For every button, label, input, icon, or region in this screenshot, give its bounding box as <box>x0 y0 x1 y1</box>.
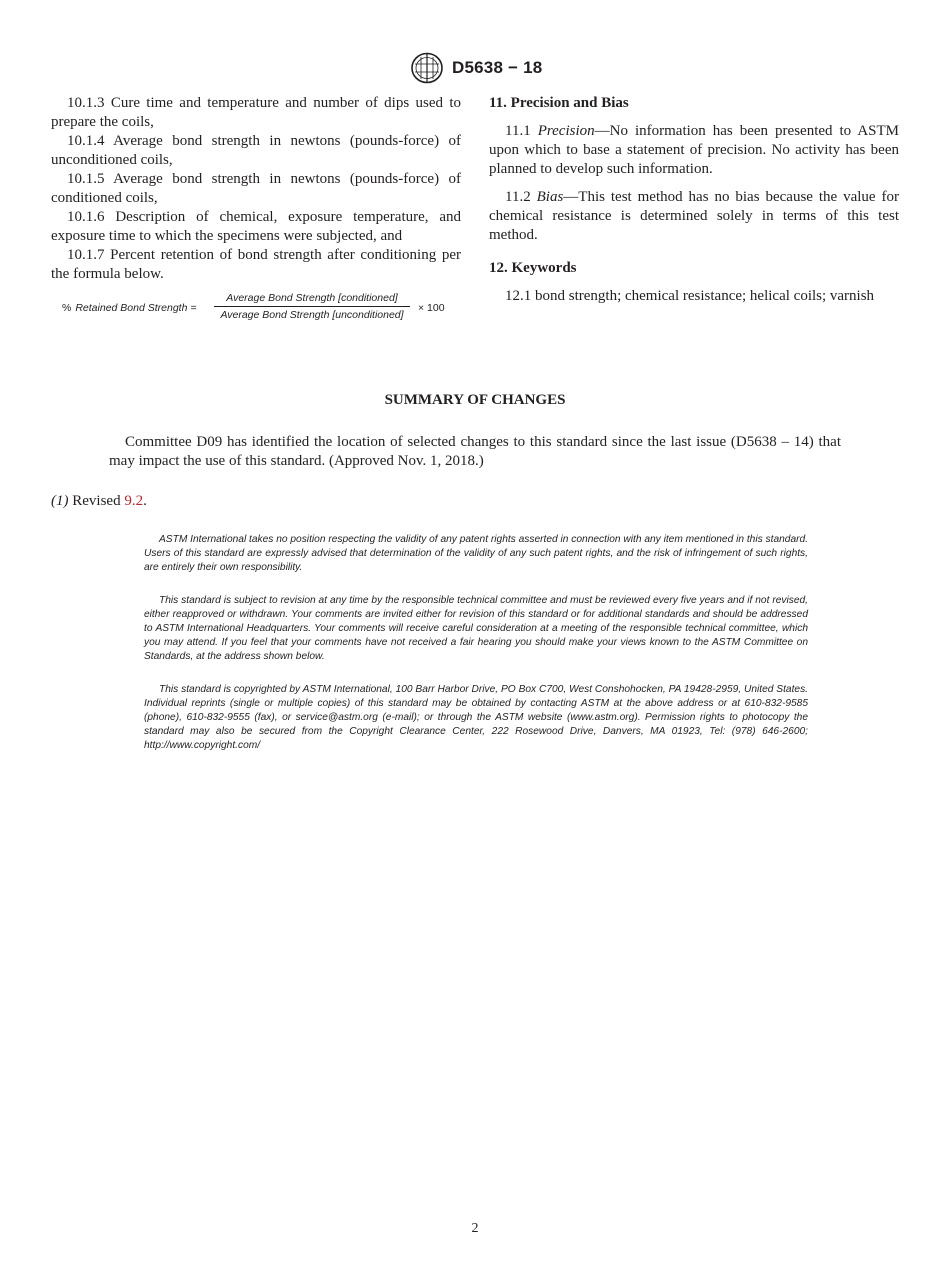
paragraph-10-1-3: 10.1.3 Cure time and temperature and number of dips used to prepare the coils, <box>51 95 461 130</box>
formula-lhs-text: Retained Bond Strength = <box>75 302 197 314</box>
formula-lhs <box>62 302 196 314</box>
astm-logo-icon <box>409 52 445 84</box>
summary-of-changes-body: Committee D09 has identified the location of selected changes to this standard since the last issue (D5638 – 14) that may impact the use of this standard. (Approved Nov. 1, 2018.) <box>109 434 841 469</box>
revision-notice: This standard is subject to revision at any time by the responsible technical committee and must be reviewed every five years and if not revised, either reapproved or withdrawn. Your comments are invited either for revision of this standard or for additional standards and should be addressed to ASTM International Headquarters. Your comments will receive careful consideration at a meeting of the responsible technical committee, which you may attend. If you feel that your comments have not received a fair hearing you should make your views known to the ASTM Committee on Standards, at the address shown below. <box>144 595 808 662</box>
paragraph-10-1-6: 10.1.6 Description of chemical, exposure temperature, and exposure time to which the specimens were subjected, and <box>51 209 461 244</box>
copyright-notice: This standard is copyrighted by ASTM International, 100 Barr Harbor Drive, PO Box C700, West Conshohocken, PA 19428-2959, United States. Individual reprints (single or multiple copies) of this standard may be obtained by contacting ASTM at the above address or at 610-832-9585 (phone), 610-832-9555 (fax), or service@astm.org (e-mail); or through the ASTM website (www.astm.org). Permission rights to photocopy the standard may also be secured from the Copyright Clearance Center, 222 Rosewood Drive, Danvers, MA 01923, Tel: (978) 646-2600; http://www.copyright.com/ <box>144 684 808 751</box>
paragraph-11-1 <box>489 122 899 179</box>
standard-designation: D5638 − 18 <box>452 58 543 77</box>
formula-fraction <box>212 292 412 321</box>
page-header <box>0 52 950 86</box>
precision-term: Precision <box>537 123 595 139</box>
revision-marker: (1) <box>51 493 69 509</box>
paragraph-11-1-number: 11.1 <box>505 123 531 139</box>
revision-text: Revised <box>72 493 121 509</box>
revision-end: . <box>143 493 147 509</box>
section-12-heading: 12. Keywords <box>489 260 577 276</box>
right-column <box>489 94 899 306</box>
left-column <box>51 94 461 284</box>
retention-formula <box>62 292 462 328</box>
summary-of-changes-title: SUMMARY OF CHANGES <box>384 392 566 408</box>
bias-term: Bias <box>536 189 564 205</box>
revision-entry <box>51 493 147 510</box>
paragraph-11-2-text: —This test method has no bias because the value for chemical resistance is determined solely in terms of this test method. <box>489 189 899 243</box>
formula-denominator: Average Bond Strength [unconditioned] <box>220 309 404 321</box>
patent-notice: ASTM International takes no position respecting the validity of any patent rights asserted in connection with any item mentioned in this standard. Users of this standard are expressly advised that determination of the validity of any such patent rights, and the risk of infringement of such rights, are entirely their own responsibility. <box>144 534 808 573</box>
section-11-heading: 11. Precision and Bias <box>489 95 629 111</box>
paragraph-11-2 <box>489 188 899 245</box>
formula-numerator: Average Bond Strength [conditioned] <box>226 292 398 304</box>
paragraph-11-2-number: 11.2 <box>505 189 531 205</box>
paragraph-10-1-4: 10.1.4 Average bond strength in newtons (pounds-force) of unconditioned coils, <box>51 133 461 168</box>
formula-multiplier: × 100 <box>418 302 445 314</box>
paragraph-11-1-text: —No information has been presented to ASTM upon which to base a statement of precision. No activity has been planned to develop such information. <box>489 123 900 177</box>
section-9-2-link[interactable]: 9.2 <box>124 493 144 509</box>
paragraph-10-1-7: 10.1.7 Percent retention of bond strength after conditioning per the formula below. <box>51 247 461 282</box>
paragraph-12-1: 12.1 bond strength; chemical resistance; helical coils; varnish <box>505 288 875 304</box>
page-number: 2 <box>471 1221 479 1236</box>
formula-percent-sign: % <box>62 302 72 314</box>
paragraph-10-1-5: 10.1.5 Average bond strength in newtons (pounds-force) of conditioned coils, <box>51 171 461 206</box>
